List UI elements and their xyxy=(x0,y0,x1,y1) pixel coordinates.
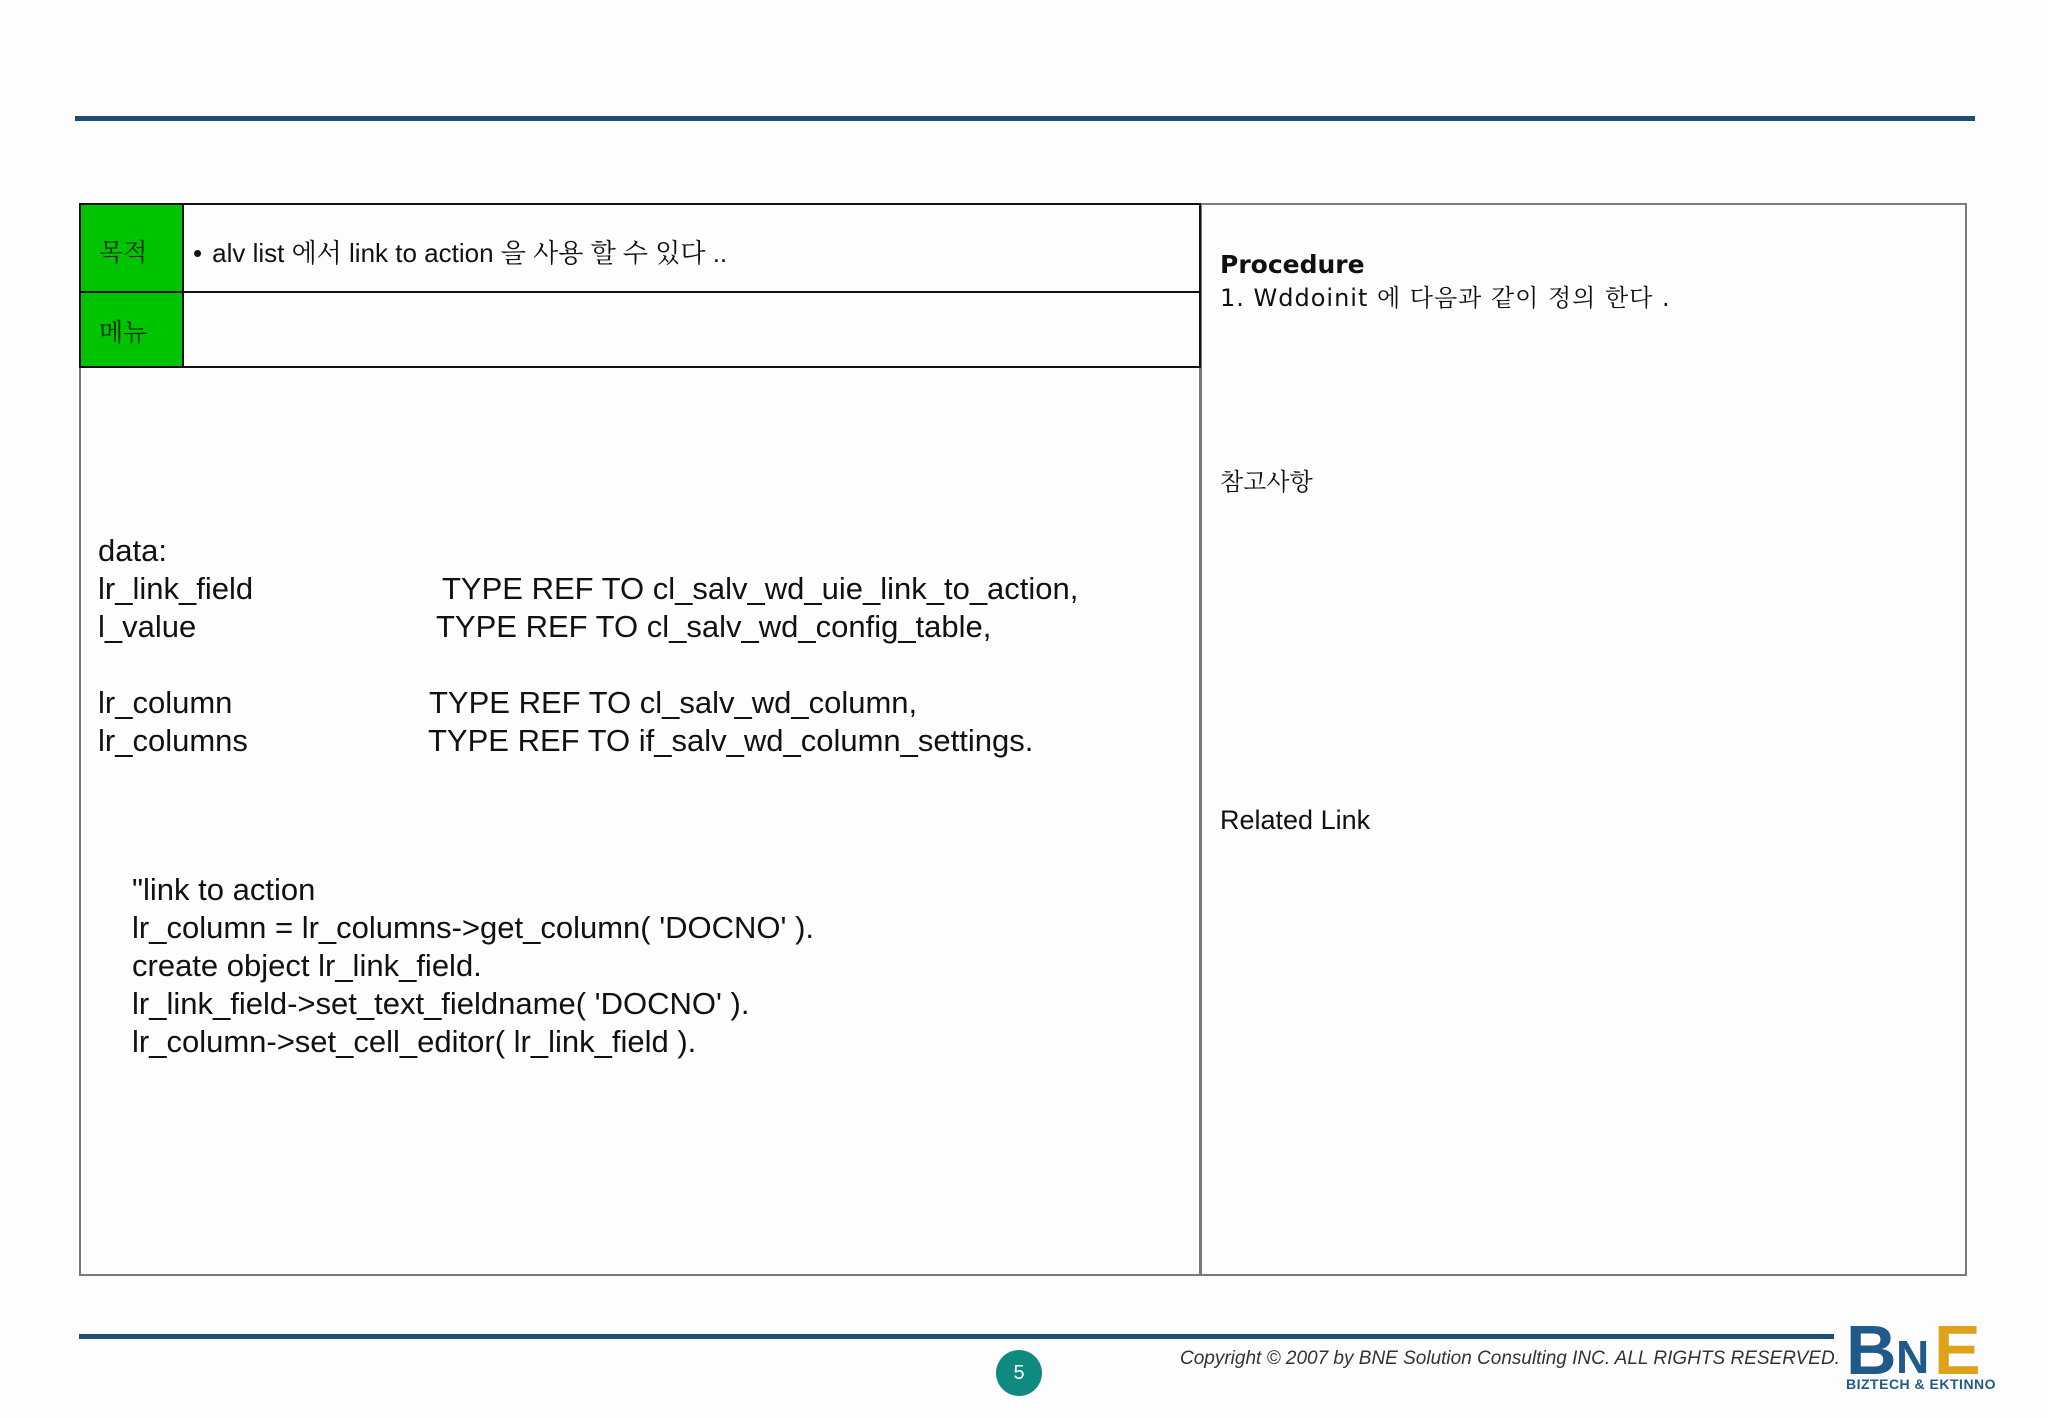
logo-letter-e: E xyxy=(1934,1311,1981,1389)
link-to-action-code xyxy=(132,871,814,1061)
notes-title: 참고사항 xyxy=(1220,468,1313,496)
related-link-title: Related Link xyxy=(1220,805,1371,835)
declaration-name: lr_column xyxy=(98,685,233,720)
logo-letter-b: B xyxy=(1846,1311,1897,1389)
logo-subtitle: BIZTECH & EKTINNO xyxy=(1846,1376,1997,1392)
menu-row xyxy=(81,293,1199,366)
declaration-type: TYPE REF TO if_salv_wd_column_settings. xyxy=(428,723,1034,758)
purpose-row xyxy=(81,205,1199,293)
top-rule xyxy=(75,116,1975,121)
declaration-type: TYPE REF TO cl_salv_wd_config_table, xyxy=(436,609,992,644)
declaration-type: TYPE REF TO cl_salv_wd_column, xyxy=(429,685,918,720)
page-number-badge: 5 xyxy=(996,1350,1042,1396)
declaration-row xyxy=(98,722,1034,760)
declaration-row xyxy=(98,608,992,646)
bullet-icon: • xyxy=(193,238,203,268)
declaration-name: lr_link_field xyxy=(98,571,254,606)
purpose-content xyxy=(193,233,727,270)
data-declarations xyxy=(98,532,1079,760)
procedure-step: 1. Wddoinit 에 다음과 같이 정의 한다 . xyxy=(1220,284,1671,312)
code-line: "link to action xyxy=(132,872,316,907)
code-line: create object lr_link_field. xyxy=(132,948,482,983)
right-content-panel xyxy=(1200,203,1967,1276)
purpose-label: 목적 xyxy=(81,205,184,291)
logo-letter-n: N xyxy=(1896,1331,1930,1383)
code-line: lr_column->set_cell_editor( lr_link_field ). xyxy=(132,1024,697,1059)
menu-label: 메뉴 xyxy=(81,293,184,366)
declaration-name: l_value xyxy=(98,609,197,644)
declaration-row xyxy=(98,570,1079,608)
company-logo xyxy=(1846,1310,1996,1400)
header-table xyxy=(79,203,1201,368)
declaration-name: lr_columns xyxy=(98,723,248,758)
blank-line xyxy=(98,646,253,684)
declaration-row xyxy=(98,684,918,722)
declaration-type: TYPE REF TO cl_salv_wd_uie_link_to_action, xyxy=(442,571,1079,606)
bottom-rule xyxy=(79,1334,1834,1339)
data-keyword: data: xyxy=(98,533,167,568)
copyright-text: Copyright © 2007 by BNE Solution Consulting INC. ALL RIGHTS RESERVED. xyxy=(1180,1348,1840,1369)
code-line: lr_column = lr_columns->get_column( 'DOCNO' ). xyxy=(132,910,814,945)
purpose-text: alv list 에서 link to action 을 사용 할 수 있다 .. xyxy=(212,238,728,268)
procedure-title: Procedure xyxy=(1220,250,1365,279)
code-line: lr_link_field->set_text_fieldname( 'DOCNO' ). xyxy=(132,986,750,1021)
